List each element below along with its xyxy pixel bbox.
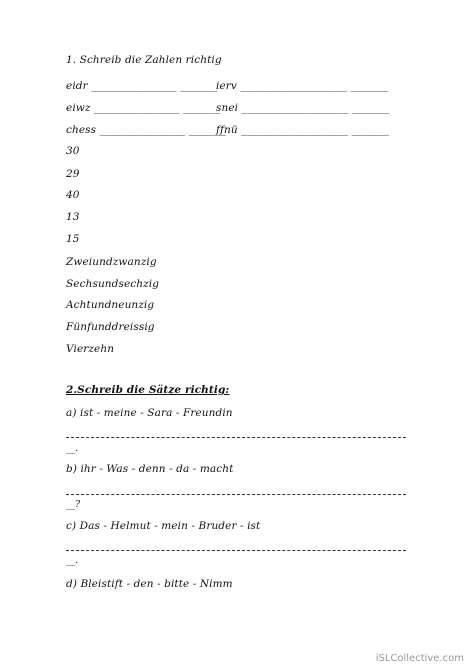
word-item-1: Zweiundzwanzig: [66, 256, 157, 268]
number-item-3: 40: [66, 189, 80, 201]
sentence-prompt-b: b) ihr - Was - denn - da - macht: [66, 463, 234, 475]
number-item-5: 15: [66, 233, 80, 245]
number-item-4: 13: [66, 211, 80, 223]
sentence-prompt-a: a) ist - meine - Sara - Freundin: [66, 407, 233, 419]
scrambled-word-left-1: eidr ________________ _______: [66, 80, 218, 92]
number-item-1: 30: [66, 145, 80, 157]
scrambled-word-right-2: snei ____________________ _______: [216, 102, 390, 114]
answer-line-a: [66, 437, 406, 438]
word-item-5: Vierzehn: [66, 343, 115, 355]
word-item-4: Fünfunddreissig: [66, 321, 155, 333]
answer-line-b-end: __?: [66, 500, 81, 510]
answer-line-b: [66, 494, 406, 495]
scrambled-word-left-2: eiwz ________________ _______: [66, 102, 221, 114]
scrambled-word-right-1: ierv ____________________ _______: [216, 80, 389, 92]
answer-line-a-end: __.: [66, 444, 79, 454]
answer-line-c-end: __.: [66, 556, 79, 566]
sentence-prompt-c: c) Das - Helmut - mein - Bruder - ist: [66, 520, 261, 532]
word-item-3: Achtundneunzig: [66, 299, 155, 311]
word-item-2: Sechsundsechzig: [66, 278, 160, 290]
section1-title: 1. Schreib die Zahlen richtig: [66, 54, 222, 66]
section2-title: 2.Schreib die Sätze richtig:: [66, 384, 230, 396]
answer-line-c: [66, 550, 406, 551]
scrambled-word-left-3: chess ________________ _______: [66, 124, 227, 136]
scrambled-word-right-3: ffnü ____________________ _______: [216, 124, 390, 136]
number-item-2: 29: [66, 168, 80, 180]
watermark: iSLCollective.com: [375, 653, 464, 664]
sentence-prompt-d: d) Bleistift - den - bitte - Nimm: [66, 578, 233, 590]
